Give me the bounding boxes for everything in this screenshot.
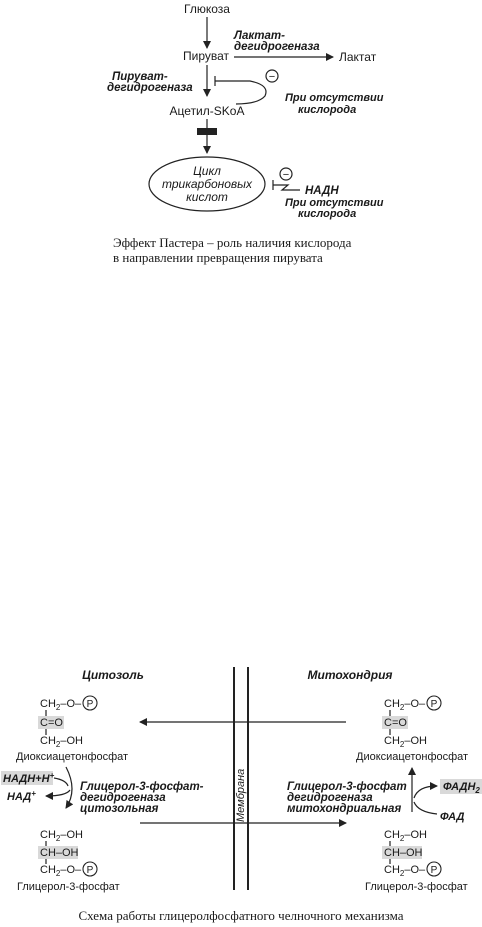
- glycerol-phosphate-shuttle: [1, 667, 482, 923]
- no-oxygen-label-2: кислорода: [298, 104, 357, 116]
- g3p-left-label: Глицерол-3-фосфат: [17, 881, 120, 893]
- block-bar: [197, 128, 217, 135]
- g3p-left-row3: $CH_2-O-$: [40, 864, 82, 878]
- dhap-right-structure: [356, 696, 468, 763]
- no-oxygen-label-1: При отсутствии: [285, 92, 384, 104]
- fad-in-curve: [414, 802, 437, 814]
- g3p-right-structure: [365, 829, 468, 893]
- enzyme-left-2: дегидрогеназа: [80, 792, 166, 804]
- nad-out-arrow: [46, 790, 70, 796]
- caption-bottom: Схема работы глицеролфосфатного челночного механизма: [78, 908, 404, 923]
- nadh-h-label: НАДН+Н+: [3, 771, 55, 785]
- dhap-right-row2: C=O: [384, 717, 407, 729]
- ldh-label-1: Лактат-: [234, 30, 285, 42]
- dhap-right-label: Диоксиацетонфосфат: [356, 751, 469, 763]
- pasteur-effect-scheme: [107, 2, 384, 265]
- fadh2-label: $ФАДН_2$: [443, 781, 480, 795]
- membrane-label: Мембрана: [235, 768, 247, 822]
- caption-top-2: в направлении превращения пирувата: [113, 250, 323, 265]
- enzyme-right-2: дегидрогеназа: [287, 792, 373, 804]
- minus-sign-2: −: [282, 169, 290, 181]
- g3p-left-row2: CH–OH: [40, 847, 79, 859]
- tca-label-3: кислот: [186, 190, 228, 204]
- g3p-left-row1: $CH_2-OH$: [40, 829, 83, 843]
- g3p-right-row3: $CH_2-O-$: [384, 864, 426, 878]
- enzyme-right-3: митохондриальная: [287, 803, 402, 815]
- tca-label-2: трикарбоновых: [161, 177, 253, 191]
- pdh-label-2: дегидрогеназа: [107, 82, 193, 94]
- minus-sign: −: [268, 71, 276, 83]
- g3p-right-row1: $CH_2-OH$: [384, 829, 427, 843]
- inhibition-curve-pdh: [215, 81, 266, 104]
- g3p-right-label: Глицерол-3-фосфат: [365, 881, 468, 893]
- phosphate-label: P: [86, 865, 94, 876]
- nadh-label: НАДН: [305, 185, 339, 197]
- no-oxygen-label-3: При отсутствии: [285, 197, 384, 209]
- lactate-label: Лактат: [339, 50, 377, 64]
- dhap-left-structure: [16, 696, 128, 763]
- pdh-label-1: Пируват-: [112, 71, 168, 83]
- arrow-dhap-g3p-left: [66, 767, 72, 808]
- dhap-left-row3: $CH_2-OH$: [40, 735, 83, 749]
- acetyl-coa-label: Ацетил-SKoA: [169, 104, 245, 118]
- inhibition-line-nadh: [273, 185, 300, 190]
- phosphate-label: P: [86, 699, 94, 710]
- glucose-label: Глюкоза: [184, 2, 230, 16]
- enzyme-right-1: Глицерол-3-фосфат: [287, 781, 407, 793]
- nadh-in-curve: [54, 778, 68, 786]
- pyruvate-label: Пируват: [182, 49, 230, 63]
- cytosol-label: Цитозоль: [82, 668, 144, 682]
- mitochondria-label: Митохондрия: [307, 668, 393, 682]
- dhap-left-label: Диоксиацетонфосфат: [16, 751, 129, 763]
- enzyme-left-3: цитозольная: [80, 803, 159, 815]
- no-oxygen-label-4: кислорода: [298, 208, 357, 220]
- phosphate-label: P: [430, 865, 438, 876]
- enzyme-left-1: Глицерол-3-фосфат-: [80, 781, 204, 793]
- dhap-right-row3: $CH_2-OH$: [384, 735, 427, 749]
- tca-label-1: Цикл: [193, 164, 221, 178]
- g3p-right-row2: CH–OH: [384, 847, 423, 859]
- fad-label: ФАД: [440, 811, 465, 823]
- phosphate-label: P: [430, 699, 438, 710]
- ldh-label-2: дегидрогеназа: [234, 41, 320, 53]
- nad-label: НАД+: [7, 789, 36, 803]
- dhap-left-row2: C=O: [40, 717, 63, 729]
- dhap-right-row1: $CH_2-O-$: [384, 698, 426, 712]
- caption-top-1: Эффект Пастера – роль наличия кислорода: [113, 235, 352, 250]
- fadh2-out-arrow: [414, 786, 437, 798]
- g3p-left-structure: [17, 829, 120, 893]
- dhap-left-row1: $CH_2-O-$: [40, 698, 82, 712]
